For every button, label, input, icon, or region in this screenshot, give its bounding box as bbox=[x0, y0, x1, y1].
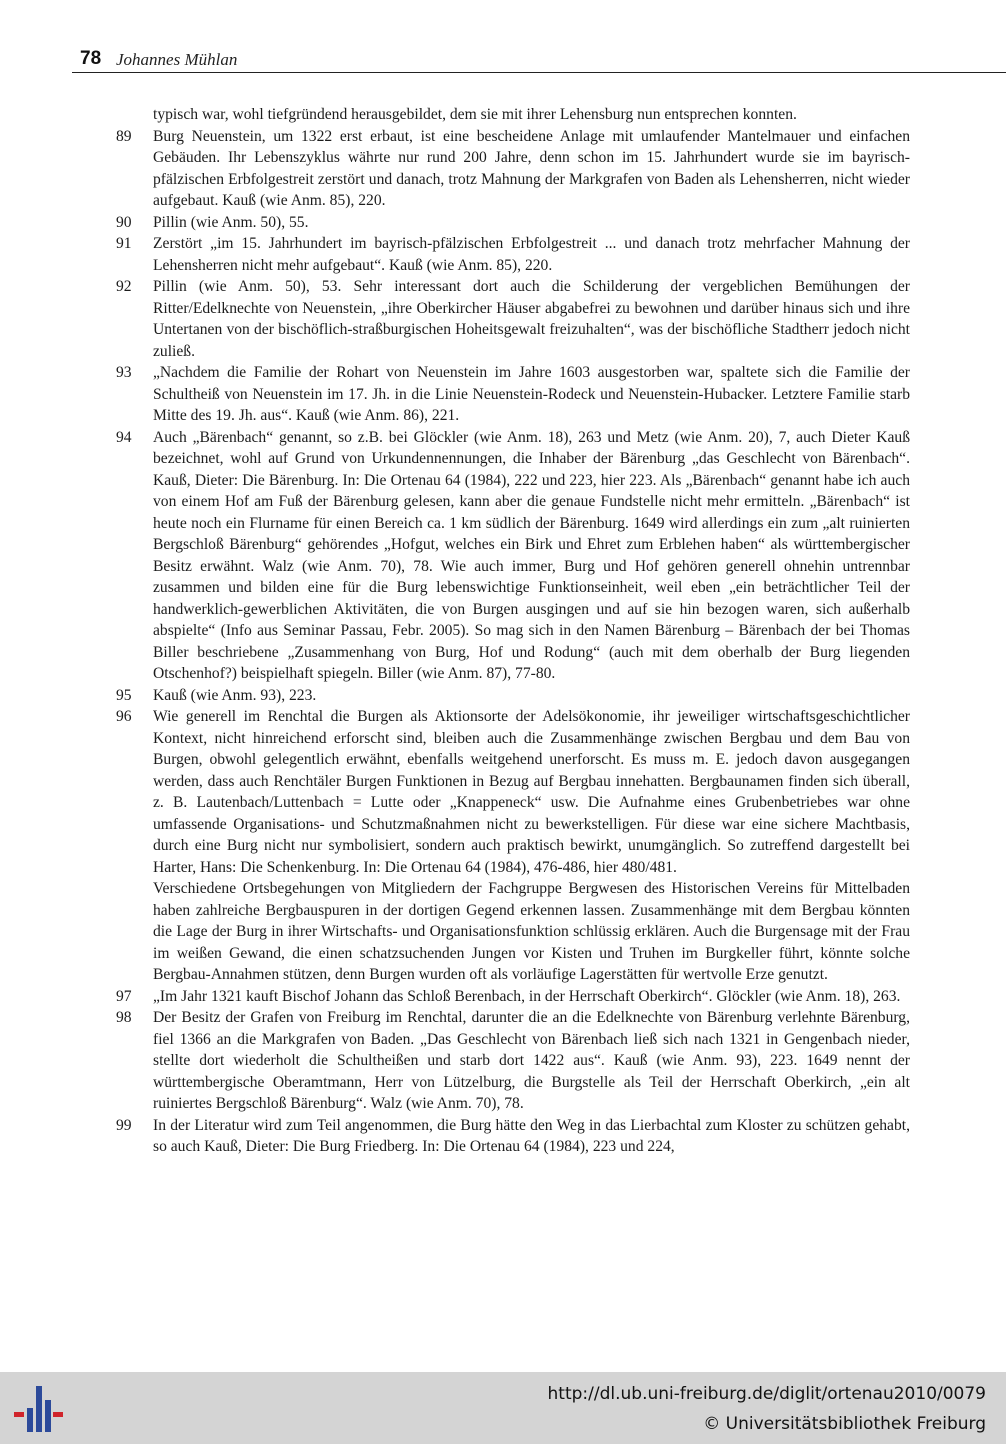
footnote-number: 97 bbox=[116, 987, 132, 1005]
footnote-number: 95 bbox=[116, 686, 132, 704]
copyright-notice: © Universitätsbibliothek Freiburg bbox=[703, 1414, 986, 1434]
footnote-93 bbox=[116, 362, 910, 427]
footnote-number: 89 bbox=[116, 127, 132, 145]
footnote-number: 98 bbox=[116, 1009, 132, 1026]
footnote-text: Burg Neuenstein, um 1322 erst erbaut, ist eine bescheidene Anlage mit umlaufender Mantelmauer und einfachen Gebäuden. Ihr Lebenszyklus währte nur rund 200 Jahre, denn schon im 15. Jahrhundert wurde sie im bayrisch-pfälzischen Erbfolgestreit zerstört und danach, trotz Mahnung der Markgrafen von Baden als Lehensherren, nicht wieder aufgebaut. Kauß (wie Anm. 85), 220. bbox=[153, 127, 910, 209]
footnote-text: „Nachdem die Familie der Rohart von Neuenstein im Jahre 1603 ausgestorben war, spaltete sich die Familie der Schultheiß von Neuenstein im 17. Jh. in die Linie Neuenstein-Rodeck und Neuenstein-Hubacker. Letztere Familie starb Mitte des 19. Jh. aus“. Kauß (wie Anm. 86), 221. bbox=[153, 364, 910, 424]
footnote-91 bbox=[116, 233, 910, 276]
footnote-number: 99 bbox=[116, 1116, 132, 1134]
footer-bar bbox=[0, 1372, 1006, 1444]
footnote-number: 93 bbox=[116, 364, 132, 381]
footnote-number: 94 bbox=[116, 428, 132, 446]
footnote-96-continued: Verschiedene Ortsbegehungen von Mitgliedern der Fachgruppe Bergwesen des Historischen Vereins für Mittelbaden haben zahlreiche Bergbauspuren in der dortigen Gegend erkennen lassen. Zusammenhänge mit dem Bergbau könnten die Lage der Burg in ihrer Wirtschafts- und Organisationsfunktion schlüssig erklären. Auch die Burgensage mit der Frau im weißen Gewand, die einen schatzsuchenden Jungen vor Kisten und Truhen im Burgkeller führt, könnte solche Bergbau-Annahmen stützen, denn Burgen wurden oft als vorläufige Lagerstätten für wertvolle Erze genutzt. bbox=[153, 880, 910, 983]
footnote-text: „Im Jahr 1321 kauft Bischof Johann das Schloß Berenbach, in der Herrschaft Oberkirch“. Glöckler (wie Anm. 18), 263. bbox=[153, 987, 901, 1005]
library-logo-icon bbox=[14, 1386, 62, 1432]
footnote-text: Kauß (wie Anm. 93), 223. bbox=[153, 686, 317, 704]
footnote-96 bbox=[116, 706, 910, 878]
footnote-99 bbox=[116, 1115, 910, 1158]
footnote-text: Wie generell im Renchtal die Burgen als Aktionsorte der Adelsökonomie, ihr jeweiliger wirtschaftsgeschichtlicher Kontext, nicht hinreichend erforscht sind, bleiben auch die Zusammenhänge zwischen Bergbau und dem Bau von Burgen, obwohl gelegentlich erwähnt, ebenfalls weitgehend unerforscht. Es muss m. E. jedoch davon ausgegangen werden, dass auch Renchtäler Burgen Funktionen in Bezug auf Bergbau innehatten. Bergbaunamen finden sich überall, z. B. Lautenbach/Luttenbach = Lutte oder „Knappeneck“ usw. Die Aufnahme eines Grubenbetriebes war ohne umfassende Organisations- und Schutzmaßnahmen nicht zu bewerkstelligen. Für diese war eine sichere Machtbasis, durch eine Burg nicht nur symbolisiert, sondern auch praktisch bewirkt, unumgänglich. So zutreffend dargestellt bei Harter, Hans: Die Schenkenburg. In: Die Ortenau 64 (1984), 476-486, hier 480/481. bbox=[153, 708, 910, 876]
footnote-98 bbox=[116, 1007, 910, 1115]
digital-copy-link[interactable]: http://dl.ub.uni-freiburg.de/diglit/ortenau2010/0079 bbox=[547, 1384, 986, 1404]
continuation-text: typisch war, wohl tiefgründend herausgebildet, dem sie mit ihrer Lehensburg nun entsprechen konnten. bbox=[153, 106, 797, 123]
footnote-97 bbox=[116, 986, 910, 1008]
footnote-92 bbox=[116, 276, 910, 362]
footnote-text: Pillin (wie Anm. 50), 53. Sehr interessant dort auch die Schilderung der vergeblichen Bemühungen der Ritter/Edelknechte von Neuenstein, „ihre Oberkircher Häuser abgabefrei zu bewohnen und darüber hinaus sich und ihre Untertanen von der bischöflich-straßburgischen Hoheitsgewalt freizuhalten“, was der bischöfliche Stadtherr jedoch nicht zuließ. bbox=[153, 278, 910, 360]
page-header bbox=[72, 48, 1006, 73]
footnote-89 bbox=[116, 126, 910, 212]
footnotes bbox=[116, 104, 910, 1158]
footnote-text: Der Besitz der Grafen von Freiburg im Renchtal, darunter die an die Edelknechte von Bärenburg verlehnte Bärenburg, fiel 1366 an die Markgrafen von Baden. „Das Geschlecht von Bärenbach ließ sich nach 1321 in Gengenbach nieder, stellte dort wiederholt die Schultheißen und starb dort 1422 aus“. Kauß (wie Anm. 93), 223. 1649 nennt der württembergische Oberamtmann, Herr von Lützelburg, die Burgstelle als Teil der Herrschaft Oberkirch, „ein alt ruiniertes Bergschloß Bärenburg“. Walz (wie Anm. 70), 78. bbox=[153, 1009, 910, 1112]
footnote-number: 91 bbox=[116, 235, 132, 252]
footnote-number: 96 bbox=[116, 708, 132, 725]
footnote-number: 92 bbox=[116, 278, 132, 295]
footnote-text: Zerstört „im 15. Jahrhundert im bayrisch-pfälzischen Erbfolgestreit ... und danach trotz mehrfacher Mahnung der Lehensherren nicht mehr aufgebaut“. Kauß (wie Anm. 85), 220. bbox=[153, 235, 910, 274]
footnote-text: In der Literatur wird zum Teil angenommen, die Burg hätte den Weg in das Lierbachtal zum Kloster zu schützen gehabt, so auch Kauß, Dieter: Die Burg Friedberg. In: Die Ortenau 64 (1984), 223 und 224, bbox=[153, 1116, 910, 1155]
footnote-95 bbox=[116, 685, 910, 707]
footnote-text: Pillin (wie Anm. 50), 55. bbox=[153, 213, 309, 231]
footnote-text: Auch „Bärenbach“ genannt, so z.B. bei Glöckler (wie Anm. 18), 263 und Metz (wie Anm. 20), 7, auch Dieter Kauß bezeichnet, wohl auf Grund von Urkundennennungen, die Inhaber der Bärenburg „das Geschlecht von Bärenbach“. Kauß, Dieter: Die Bärenburg. In: Die Ortenau 64 (1984), 222 und 223, hier 223. Als „Bärenbach“ genannt habe ich auch von einem Hof am Fuß der Bärenburg gelesen, kann aber die genaue Fundstelle nicht mehr ermitteln. „Bärenbach“ ist heute noch ein Flurname für einen Bereich ca. 1 km südlich der Bärenburg. 1649 wird allerdings ein zum „alt ruinierten Bergschloß Bärenburg“ gehörendes „Hofgut, welches ein Birk und Ehret zum Erblehen haben“ als württembergischer Besitz erwähnt. Walz (wie Anm. 70), 78. Wie auch immer, Burg und Hof gehören generell ohnehin untrennbar zusammen und bilden eine für die Burg lebenswichtige Funktionseinheit, weil eben „ein beträchtlicher Teil der handwerklich-gewerblichen Aktivitäten, die von Burgen ausgingen und auf sie hin bezogen waren, sich außerhalb abspielte“ (Info aus Seminar Passau, Febr. 2005). So mag sich in den Namen Bärenburg – Bärenbach der bei Thomas Biller beschriebene „Zusammenhang von Burg, Hof und Rodung“ (auch mit dem oberhalb der Burg liegenden Otschenhof?) beispielhaft spiegeln. Biller (wie Anm. 87), 77-80. bbox=[153, 428, 910, 682]
footnote-number: 90 bbox=[116, 213, 132, 231]
page-number: 78 bbox=[80, 48, 102, 69]
footnote-90 bbox=[116, 212, 910, 234]
footnote-94 bbox=[116, 427, 910, 685]
running-head-author: Johannes Mühlan bbox=[116, 50, 238, 69]
